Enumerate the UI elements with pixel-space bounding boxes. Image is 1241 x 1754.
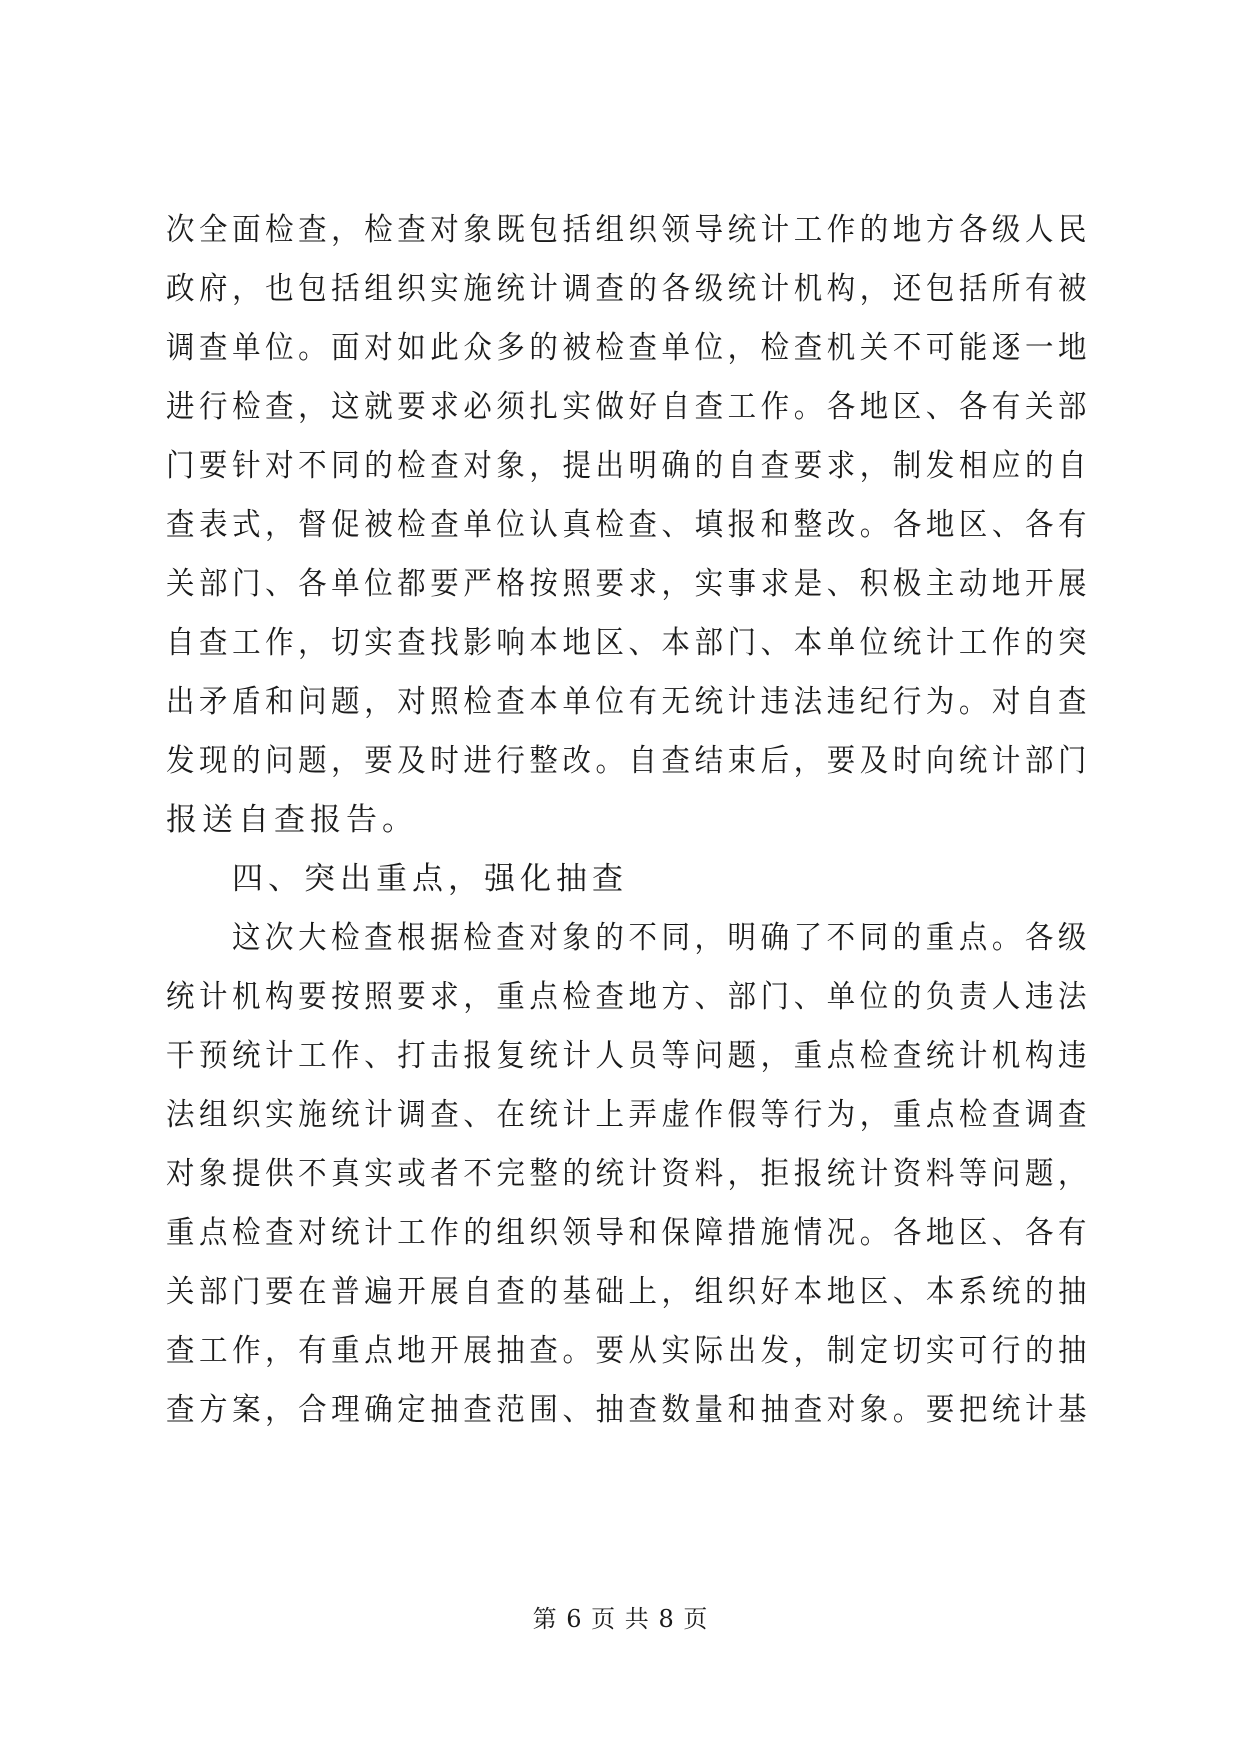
section-heading: 四、突出重点，强化抽查 — [232, 861, 628, 897]
body-text-line: 发现的问题，要及时进行整改。自查结束后，要及时向统计部门 — [166, 743, 1092, 779]
body-text-line: 关部门、各单位都要严格按照要求，实事求是、积极主动地开展 — [166, 566, 1092, 602]
body-text-line: 统计机构要按照要求，重点检查地方、部门、单位的负责人违法 — [166, 979, 1092, 1015]
page-number-footer: 第 6 页 共 8 页 — [532, 1605, 709, 1633]
body-text-line: 法组织实施统计调查、在统计上弄虚作假等行为，重点检查调查 — [166, 1097, 1092, 1133]
body-text-line: 重点检查对统计工作的组织领导和保障措施情况。各地区、各有 — [166, 1215, 1092, 1251]
body-text-line: 这次大检查根据检查对象的不同，明确了不同的重点。各级 — [232, 920, 1091, 956]
body-text-line: 干预统计工作、打击报复统计人员等问题，重点检查统计机构违 — [166, 1038, 1092, 1074]
body-text-line: 查表式，督促被检查单位认真检查、填报和整改。各地区、各有 — [166, 507, 1092, 543]
body-text-line: 自查工作，切实查找影响本地区、本部门、本单位统计工作的突 — [166, 625, 1092, 661]
body-text-line: 出矛盾和问题，对照检查本单位有无统计违法违纪行为。对自查 — [166, 684, 1092, 720]
body-text-line: 报送自查报告。 — [166, 802, 418, 838]
body-text-line: 对象提供不真实或者不完整的统计资料，拒报统计资料等问题， — [166, 1156, 1092, 1192]
body-text-line: 查方案，合理确定抽查范围、抽查数量和抽查对象。要把统计基 — [166, 1392, 1092, 1428]
body-text-line: 政府，也包括组织实施统计调查的各级统计机构，还包括所有被 — [166, 271, 1092, 307]
body-text-line: 门要针对不同的检查对象，提出明确的自查要求，制发相应的自 — [166, 448, 1092, 484]
body-text-line: 次全面检查，检查对象既包括组织领导统计工作的地方各级人民 — [166, 212, 1092, 248]
body-text-line: 进行检查，这就要求必须扎实做好自查工作。各地区、各有关部 — [166, 389, 1092, 425]
body-text-line: 调查单位。面对如此众多的被检查单位，检查机关不可能逐一地 — [166, 330, 1092, 366]
body-text-line: 查工作，有重点地开展抽查。要从实际出发，制定切实可行的抽 — [166, 1333, 1092, 1369]
body-text-line: 关部门要在普遍开展自查的基础上，组织好本地区、本系统的抽 — [166, 1274, 1092, 1310]
